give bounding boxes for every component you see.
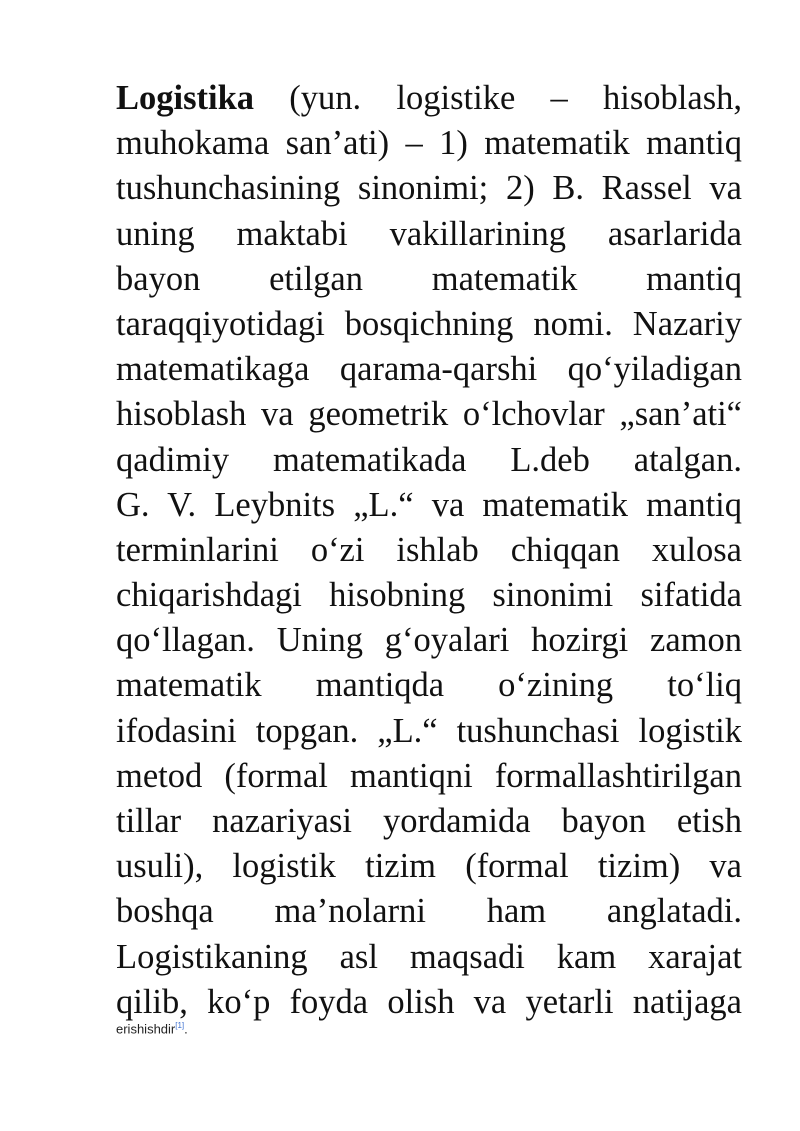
article-line-12: chiqarishdagi hisobning sinonimi sifatida	[116, 576, 742, 615]
article-line-6: taraqqiyotidagi bosqichning nomi. Nazariy	[116, 304, 742, 343]
article-line-20: Logistikaning asl maqsadi kam xarajat	[116, 937, 742, 976]
article-line-11: terminlarini o‘zi ishlab chiqqan xulosa	[116, 530, 742, 569]
article-body	[116, 76, 742, 1025]
article-line-17: tillar nazariyasi yordamida bayon etish	[116, 802, 742, 840]
reference-link[interactable]: [1]	[175, 1021, 185, 1030]
article-line-18: usuli), logistik tizim (formal tizim) va	[116, 847, 742, 886]
article-line-13: qo‘llagan. Uning g‘oyalari hozirgi zamon	[116, 621, 742, 660]
article-line-16: metod (formal mantiqni formallashtirilgan	[116, 756, 742, 795]
article-tail-text: erishishdir	[116, 1021, 176, 1037]
article-tail-punct: .	[184, 1021, 188, 1037]
article-term: Logistika	[116, 79, 255, 117]
article-line-7: matematikaga qarama-qarshi qo‘yiladigan	[116, 350, 742, 389]
article-line-19: boshqa ma’nolarni ham anglatadi.	[116, 892, 742, 931]
article-line-1-text: (yun. logistike – hisoblash,	[254, 79, 742, 117]
article-line-14: matematik mantiqda o‘zining to‘liq	[116, 666, 742, 705]
article-tail	[116, 1018, 188, 1037]
article-line-1	[116, 76, 742, 121]
article-line-21: qilib, ko‘p foyda olish va yetarli natijaga	[116, 982, 742, 1021]
article-line-9: qadimiy matematikada L.deb atalgan.	[116, 440, 742, 479]
article-line-8: hisoblash va geometrik o‘lchovlar „san’ati“	[116, 395, 742, 434]
article-line-15: ifodasini topgan. „L.“ tushunchasi logistik	[116, 711, 742, 750]
article-line-2: muhokama san’ati) – 1) matematik mantiq	[116, 124, 742, 163]
article-line-5: bayon etilgan matematik mantiq	[116, 259, 742, 298]
article-line-10: G. V. Leybnits „L.“ va matematik mantiq	[116, 485, 742, 524]
article-line-4: uning maktabi vakillarining asarlarida	[116, 214, 742, 253]
article-line-3: tushunchasining sinonimi; 2) B. Rassel va	[116, 169, 742, 208]
